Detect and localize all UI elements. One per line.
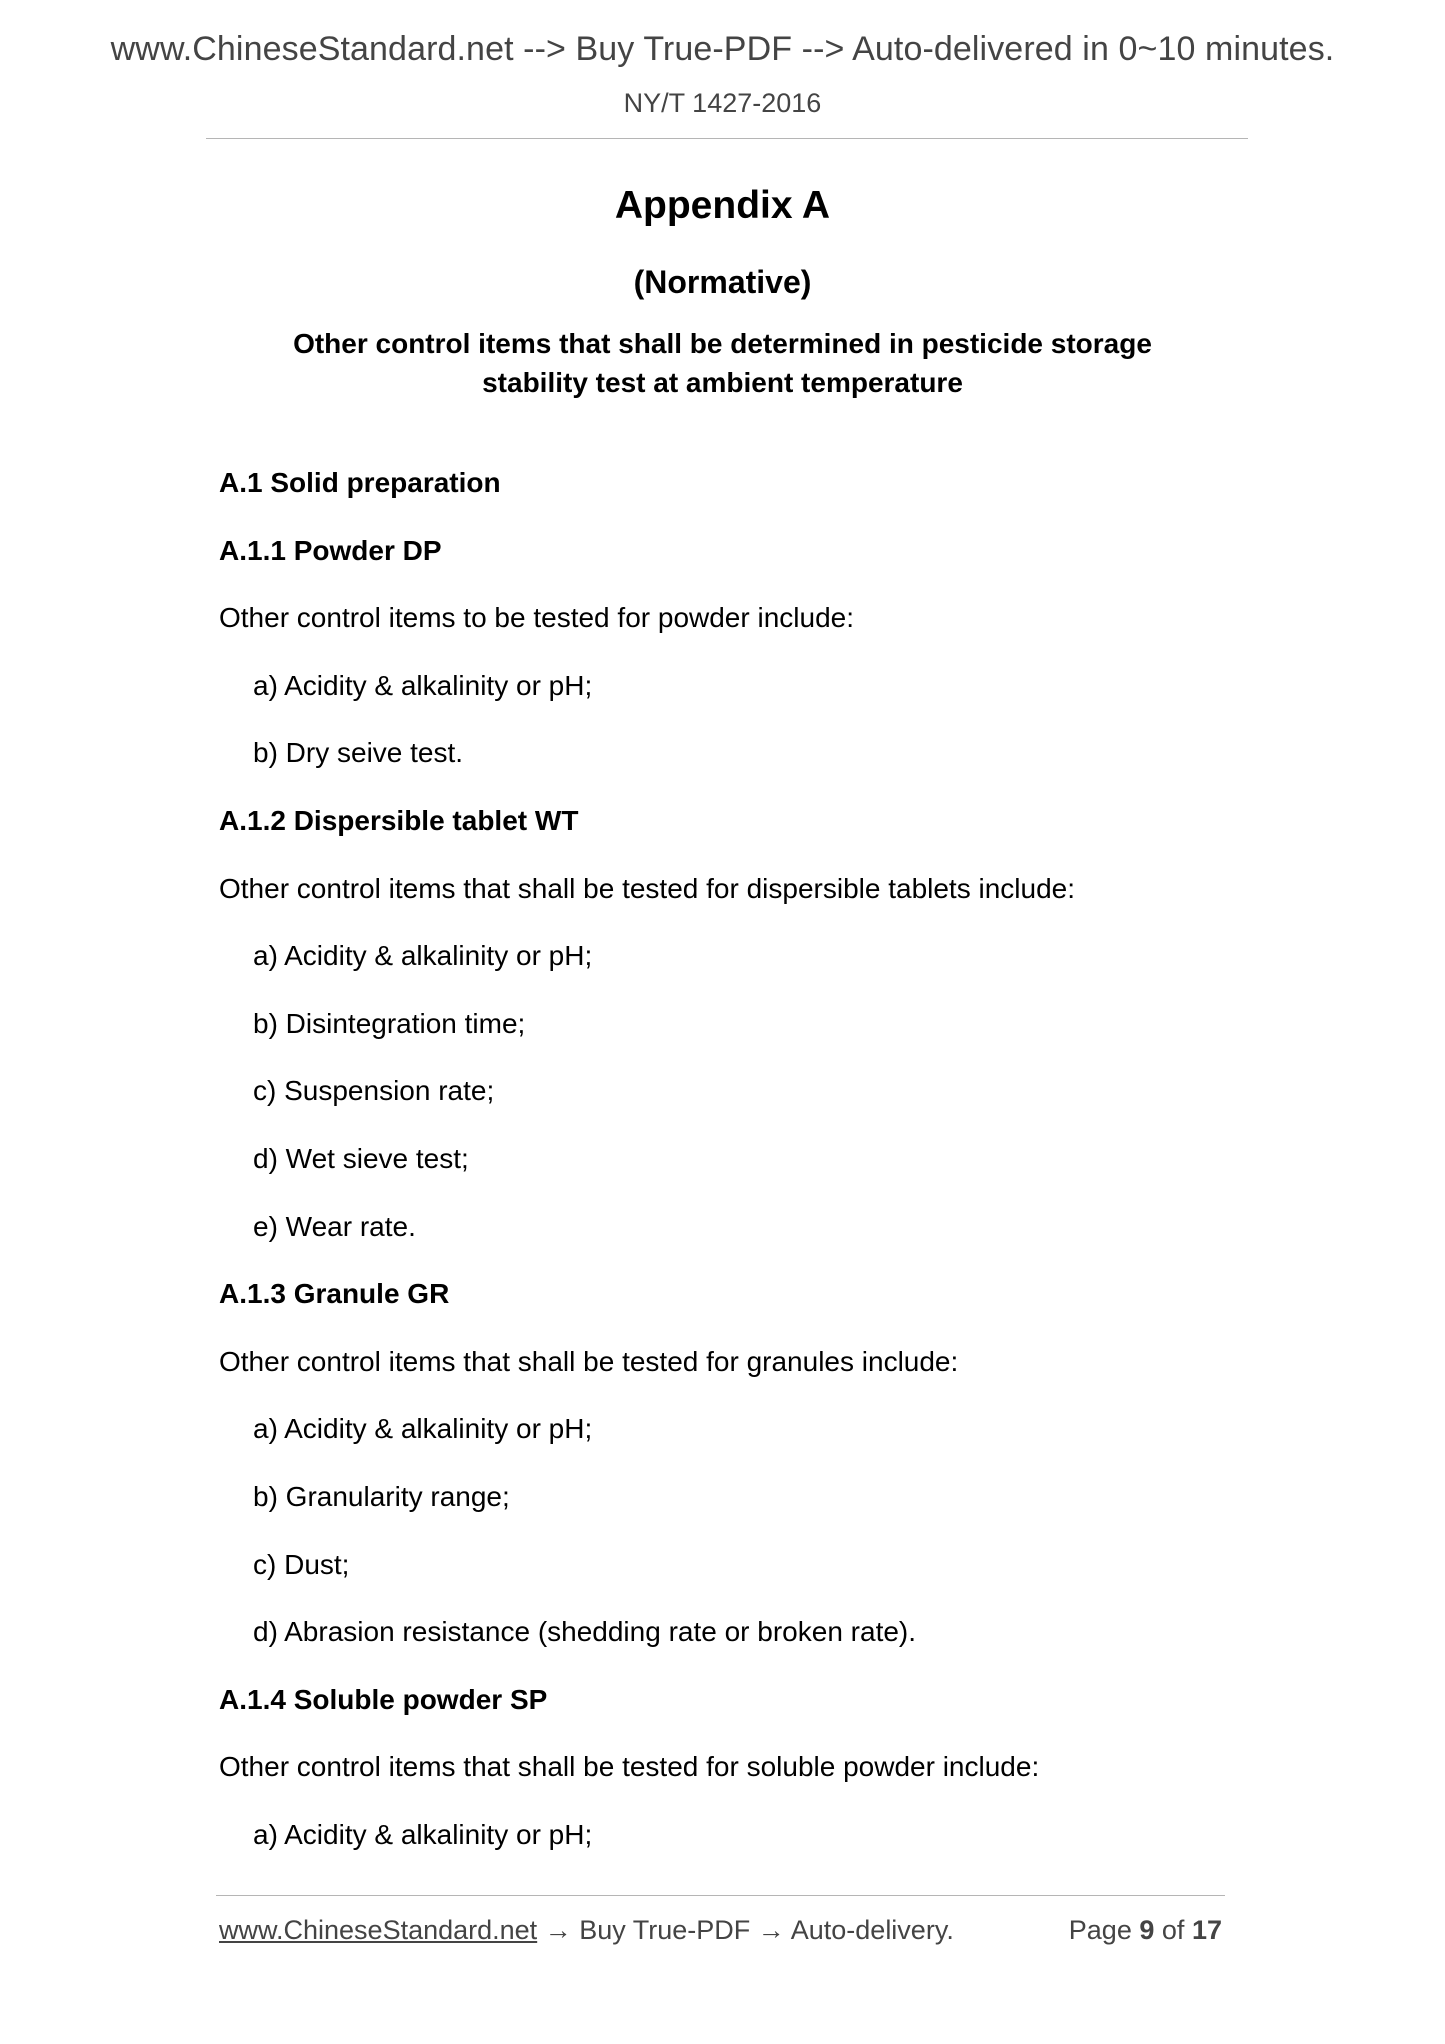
appendix-title: Appendix A [614,184,831,227]
footer-site-link[interactable]: www.ChineseStandard.net [219,1915,538,1945]
list-item: d) Abrasion resistance (shedding rate or broken rate). [253,1616,917,1648]
list-item: a) Acidity & alkalinity or pH; [253,669,593,701]
subtitle-line-1: Other control items that shall be determined in pesticide storage [293,328,1152,359]
footer-promo-text: → Buy True-PDF → Auto-delivery. [537,1915,954,1945]
list-item: a) Acidity & alkalinity or pH; [253,1413,593,1445]
list-item: a) Acidity & alkalinity or pH; [253,940,593,972]
list-item: b) Granularity range; [253,1480,510,1512]
page-current: 9 [1139,1915,1155,1945]
normative-label: (Normative) [633,264,812,300]
section-heading: A.1.4 Soluble powder SP [219,1683,548,1715]
list-item: b) Disintegration time; [253,1007,526,1039]
section-heading: A.1.1 Powder DP [219,534,442,566]
list-item: e) Wear rate. [253,1210,416,1242]
subtitle-line-2: stability test at ambient temperature [482,367,963,398]
page-label: Page [1068,1915,1132,1945]
list-item: c) Suspension rate; [253,1075,495,1107]
footer-promo [219,1915,954,1946]
page-total: 17 [1191,1915,1222,1945]
appendix-subtitle [0,324,1445,402]
section-heading: A.1 Solid preparation [219,467,501,498]
section-heading: A.1.2 Dispersible tablet WT [219,804,579,836]
list-item: a) Acidity & alkalinity or pH; [253,1818,593,1850]
paragraph: Other control items that shall be tested for dispersible tablets include: [219,872,1075,904]
document-body [219,463,1239,1882]
standard-code: NY/T 1427-2016 [623,88,822,118]
paragraph: Other control items that shall be tested for soluble powder include: [219,1751,1040,1783]
section-heading: A.1.3 Granule GR [219,1278,450,1310]
list-item: c) Dust; [253,1548,350,1580]
of-label: of [1161,1915,1185,1945]
page-indicator [1069,1915,1222,1946]
header-divider [206,138,1248,139]
top-banner: www.ChineseStandard.net --> Buy True-PDF --> Auto-delivered in 0~10 minutes. [110,30,1335,68]
list-item: d) Wet sieve test; [253,1142,469,1174]
paragraph: Other control items to be tested for powder include: [219,602,854,634]
footer-divider [216,1895,1225,1896]
paragraph: Other control items that shall be tested for granules include: [219,1345,959,1377]
list-item: b) Dry seive test. [253,737,464,769]
